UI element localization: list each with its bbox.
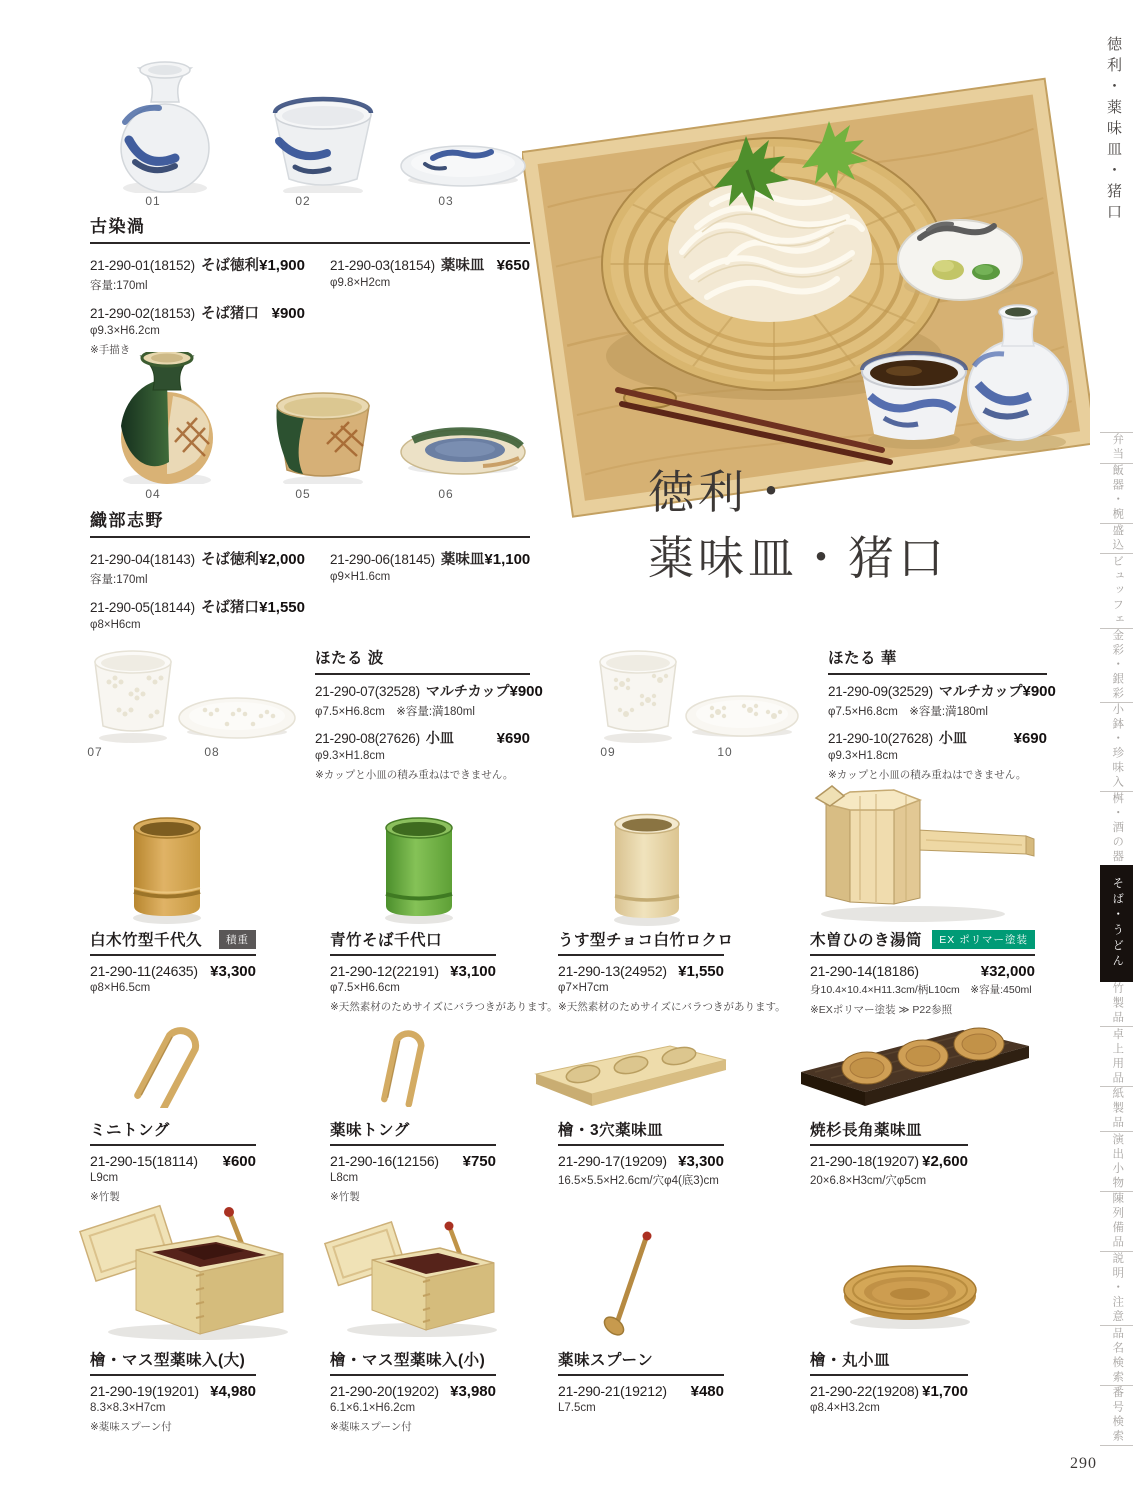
product-block-3hole-tray <box>558 1119 724 1188</box>
product-photo-04-05-06 <box>95 352 540 484</box>
product-photo-yakisugi-tray <box>795 1016 1035 1114</box>
product-price: ¥2,600 <box>922 1153 968 1170</box>
product-spec: φ9.3×H6.2cm <box>90 325 160 337</box>
divider <box>558 954 724 956</box>
photo-number: 04 <box>145 487 161 501</box>
product-photo-round-dish <box>833 1256 988 1334</box>
hotaru-hana-plate <box>686 696 798 737</box>
kosome-cup <box>275 99 371 193</box>
product-name: 小皿 <box>938 730 967 746</box>
section-title: 織部志野 <box>90 511 164 530</box>
product-title: 檜・マス型薬味入(大) <box>90 1352 246 1369</box>
product-code: 21-290-18(19207) <box>810 1153 919 1169</box>
product-price: ¥4,980 <box>210 1383 256 1400</box>
oribe-plate <box>401 430 525 474</box>
product-code: 21-290-20(19202) <box>330 1383 439 1399</box>
tab-chinretsu-bihin[interactable]: 陳列備品 <box>1111 1192 1124 1251</box>
product-code: 21-290-08(27626) <box>315 731 420 746</box>
product-spec: φ9.8×H2cm <box>330 277 391 289</box>
divider <box>330 1144 496 1146</box>
product-photo-01-02-03 <box>95 58 540 193</box>
tab-soba-udon-active[interactable]: そば・うどん <box>1100 865 1134 982</box>
tab-separator <box>1100 1445 1133 1446</box>
sauce-cup <box>862 353 966 449</box>
product-spec: φ8.4×H3.2cm <box>810 1402 880 1414</box>
product-spec: φ9×H1.6cm <box>330 571 391 583</box>
product-title: 白木竹型千代久 <box>90 932 203 949</box>
product-note: ※天然素材のためサイズにバラつきがあります。 <box>558 1001 786 1013</box>
product-photo-mini-tongs <box>100 1020 235 1108</box>
product-price: ¥900 <box>1022 683 1056 700</box>
product-price: ¥750 <box>462 1153 496 1170</box>
divider <box>90 536 530 538</box>
photo-number: 07 <box>87 745 103 759</box>
tab-kobachi-chinmi[interactable]: 小鉢・珍味入 <box>1111 703 1124 791</box>
tab-enshutsu-komono[interactable]: 演出小物 <box>1111 1132 1124 1191</box>
product-photo-yakumi-tongs <box>352 1022 452 1107</box>
tab-setsumei-chui[interactable]: 説明・注意 <box>1111 1252 1124 1325</box>
product-price: ¥900 <box>271 305 305 322</box>
product-spec: 8.3×8.3×H7cm <box>90 1402 166 1414</box>
section-title: ほたる 華 <box>828 650 897 667</box>
product-spec: φ7×H7cm <box>558 982 609 994</box>
hero-title-line1: 徳利・ <box>648 467 798 518</box>
section-title: ほたる 波 <box>315 650 384 667</box>
divider <box>558 1374 724 1376</box>
product-note: ※竹製 <box>330 1191 360 1203</box>
product-code: 21-290-22(19208) <box>810 1383 919 1399</box>
product-name: マルチカップ <box>938 683 1023 699</box>
product-note: ※カップと小皿の積み重ねはできません。 <box>315 769 514 781</box>
section-title: 古染渦 <box>90 217 146 236</box>
product-photo-masu-box-small <box>322 1208 507 1340</box>
column-left <box>90 248 305 357</box>
product-name: そば徳利 <box>200 552 259 568</box>
product-spec: 身10.4×10.4×H11.3cm/柄L10cm ※容量:450ml <box>810 984 1032 996</box>
product-price: ¥3,300 <box>210 963 256 980</box>
product-price: ¥3,300 <box>678 1153 724 1170</box>
product-price: ¥2,000 <box>259 551 305 568</box>
section-oribe <box>90 506 530 631</box>
product-spec: φ7.5×H6.8cm ※容量:満180ml <box>315 706 475 718</box>
product-price: ¥900 <box>509 683 543 700</box>
divider <box>330 954 496 956</box>
section-kosome <box>90 212 530 357</box>
photo-number: 01 <box>145 194 161 208</box>
hotaru-hana-cup <box>600 651 676 743</box>
product-spec: φ7.5×H6.8cm ※容量:満180ml <box>828 706 988 718</box>
product-name: そば猪口 <box>200 600 259 616</box>
divider <box>330 1374 496 1376</box>
divider <box>315 673 530 675</box>
product-photo-kiso-hinoki-yuto <box>798 752 1038 924</box>
ex-polymer-badge: EX ポリマー塗装 <box>932 930 1035 949</box>
product-code: 21-290-14(18186) <box>810 963 919 979</box>
divider <box>810 954 1035 956</box>
oribe-cup <box>277 393 370 484</box>
product-entry <box>828 681 1056 719</box>
product-block-masu-large <box>90 1349 256 1434</box>
product-price: ¥690 <box>496 730 530 747</box>
product-note: ※竹製 <box>90 1191 120 1203</box>
product-block-round-dish <box>810 1349 968 1414</box>
product-code: 21-290-03(18154) <box>330 258 435 273</box>
divider <box>90 1144 256 1146</box>
coaster <box>898 1040 948 1072</box>
product-code: 21-290-19(19201) <box>90 1383 199 1399</box>
product-photo-masu-box-large <box>78 1192 298 1342</box>
photo-number: 05 <box>295 487 311 501</box>
photo-number: 02 <box>295 194 311 208</box>
product-code: 21-290-11(24635) <box>90 963 198 979</box>
tab-buffet[interactable]: ビュッフェ <box>1111 554 1124 628</box>
product-price: ¥600 <box>222 1153 256 1170</box>
product-block-spoon <box>558 1349 724 1414</box>
product-photo-shiraki-cup <box>110 812 225 924</box>
column-left <box>90 542 305 631</box>
photo-number: 08 <box>204 745 220 759</box>
kosome-plate <box>401 146 525 186</box>
product-code: 21-290-09(32529) <box>828 684 933 699</box>
product-title: 檜・丸小皿 <box>810 1352 891 1369</box>
stackable-badge: 積重 <box>219 930 256 949</box>
product-spec: 容量:170ml <box>90 574 148 586</box>
product-code: 21-290-15(18114) <box>90 1153 198 1169</box>
tab-bango-kensaku[interactable]: 番号検索 <box>1111 1386 1124 1445</box>
product-title: 青竹そば千代口 <box>330 932 443 949</box>
product-block-shiraki <box>90 929 256 994</box>
hotaru-nami-plate <box>179 698 295 738</box>
tab-kami-seihin[interactable]: 紙製品 <box>1111 1087 1124 1131</box>
product-note: ※薬味スプーン付 <box>330 1421 412 1433</box>
tab-bento[interactable]: 弁当 <box>1111 433 1124 463</box>
product-code: 21-290-04(18143) <box>90 552 195 567</box>
product-spec: L8cm <box>330 1172 359 1184</box>
product-name: 薬味皿 <box>440 552 485 568</box>
product-photo-09-10 <box>592 648 810 748</box>
product-note: ※薬味スプーン付 <box>90 1421 172 1433</box>
product-name: 小皿 <box>425 730 454 746</box>
product-note: ※天然素材のためサイズにバラつきがあります。 <box>330 1001 558 1013</box>
product-note: ※カップと小皿の積み重ねはできません。 <box>828 769 1027 781</box>
photo-number: 06 <box>438 487 454 501</box>
divider <box>90 1374 256 1376</box>
product-spec: L9cm <box>90 1172 119 1184</box>
tab-takujo-yohin[interactable]: 卓上用品 <box>1111 1027 1124 1086</box>
tab-hinmei-kensaku[interactable]: 品名検索 <box>1111 1326 1124 1385</box>
product-name: 薬味皿 <box>440 258 485 274</box>
product-code: 21-290-05(18144) <box>90 600 195 615</box>
tab-morikomi[interactable]: 盛込 <box>1111 523 1124 553</box>
category-tab-rail <box>1096 432 1137 1446</box>
product-spec: 16.5×5.5×H2.6cm/穴φ4(底3)cm <box>558 1175 719 1187</box>
product-entry <box>315 681 543 719</box>
product-title: 檜・マス型薬味入(小) <box>330 1352 486 1369</box>
product-photo-07-08 <box>85 648 307 748</box>
hero-title-line2: 薬味皿・猪口 <box>648 533 948 584</box>
product-code: 21-290-21(19212) <box>558 1383 667 1399</box>
product-entry <box>90 302 305 357</box>
product-entry <box>90 254 305 293</box>
product-photo-shirotake-cup <box>590 810 705 926</box>
product-photo-yakumi-spoon <box>588 1228 673 1338</box>
product-title: 薬味トング <box>330 1122 410 1139</box>
product-title: 木曽ひのき湯筒 <box>810 932 923 949</box>
product-block-yakumi-tongs <box>330 1119 496 1204</box>
product-spec: L7.5cm <box>558 1402 596 1414</box>
product-code: 21-290-13(24952) <box>558 963 667 979</box>
column-right <box>330 248 530 357</box>
product-block-aotake <box>330 929 558 1014</box>
product-name: そば猪口 <box>200 306 259 322</box>
condiment-plate <box>898 220 1022 300</box>
photo-number: 10 <box>717 745 733 759</box>
product-spec: φ8×H6.5cm <box>90 982 151 994</box>
tab-hanki-wan[interactable]: 飯器・椀 <box>1111 464 1124 523</box>
oribe-tokkuri <box>121 352 213 484</box>
product-entry <box>90 596 305 631</box>
page-number: 290 <box>1070 1455 1097 1472</box>
divider <box>90 242 530 244</box>
product-code: 21-290-02(18153) <box>90 306 195 321</box>
product-price: ¥1,550 <box>259 599 305 616</box>
divider <box>828 673 1047 675</box>
product-price: ¥1,550 <box>678 963 724 980</box>
product-title: 檜・3穴薬味皿 <box>558 1122 664 1139</box>
coaster <box>954 1028 1004 1060</box>
product-code: 21-290-16(12156) <box>330 1153 439 1169</box>
product-title: 焼杉長角薬味皿 <box>810 1122 923 1139</box>
product-spec: φ9.3×H1.8cm <box>315 750 385 762</box>
product-price: ¥690 <box>1013 730 1047 747</box>
product-spec: φ8×H6cm <box>90 619 141 631</box>
product-entry <box>90 548 305 587</box>
hotaru-nami-cup <box>95 651 171 743</box>
product-title: うす型チョコ白竹ロクロ <box>558 932 734 949</box>
product-photo-aotake-cup <box>362 812 477 924</box>
product-price: ¥480 <box>690 1383 724 1400</box>
page-category-vertical-title: 徳利・薬味皿・猪口 <box>1105 36 1121 225</box>
column-right <box>330 542 530 631</box>
product-code: 21-290-10(27628) <box>828 731 933 746</box>
product-price: ¥1,900 <box>259 257 305 274</box>
product-block-yakisugi-tray <box>810 1119 968 1188</box>
product-price: ¥650 <box>496 257 530 274</box>
hero-photo-soba-tray <box>522 52 1090 520</box>
product-code: 21-290-07(32528) <box>315 684 420 699</box>
product-spec: φ9.3×H1.8cm <box>828 750 898 762</box>
product-note: ※手描き <box>90 344 131 356</box>
product-entry <box>330 254 530 289</box>
product-photo-hinoki-3hole-tray <box>528 1032 733 1112</box>
product-price: ¥3,100 <box>450 963 496 980</box>
divider <box>810 1374 968 1376</box>
product-block-masu-small <box>330 1349 496 1434</box>
product-block-usugata <box>558 929 786 1014</box>
coaster <box>842 1052 892 1084</box>
product-spec: 6.1×6.1×H6.2cm <box>330 1402 416 1414</box>
product-price: ¥1,700 <box>922 1383 968 1400</box>
udon-noodles <box>668 178 872 322</box>
product-spec: 容量:170ml <box>90 280 148 292</box>
product-code: 21-290-01(18152) <box>90 258 195 273</box>
product-code: 21-290-17(19209) <box>558 1153 667 1169</box>
product-spec: 20×6.8×H3cm/穴φ5cm <box>810 1175 927 1187</box>
product-code: 21-290-06(18145) <box>330 552 435 567</box>
product-name: そば徳利 <box>200 258 259 274</box>
product-price: ¥1,100 <box>484 551 531 568</box>
tab-masu-sake[interactable]: 桝・酒の器 <box>1111 792 1124 865</box>
product-entry <box>315 728 530 782</box>
product-price: ¥32,000 <box>980 963 1035 980</box>
product-name: マルチカップ <box>425 683 510 699</box>
product-code: 21-290-12(22191) <box>330 963 439 979</box>
tab-take-seihin[interactable]: 竹製品 <box>1111 982 1124 1026</box>
product-note: ※EXポリマー塗装 ≫ P22参照 <box>810 1004 953 1016</box>
product-price: ¥3,980 <box>450 1383 496 1400</box>
product-title: 薬味スプーン <box>558 1352 654 1369</box>
product-block-yuto <box>810 929 1035 1017</box>
product-entry <box>330 548 530 583</box>
divider <box>90 954 256 956</box>
product-title: ミニトング <box>90 1122 170 1139</box>
photo-number: 03 <box>438 194 454 208</box>
product-spec: φ7.5×H6.6cm <box>330 982 400 994</box>
tab-kinsai-ginsai[interactable]: 金彩・銀彩 <box>1111 629 1124 702</box>
kosome-tokkuri <box>121 62 209 193</box>
photo-number: 09 <box>600 745 616 759</box>
section-hotaru-nami <box>315 646 543 782</box>
divider <box>558 1144 724 1146</box>
hero-title <box>648 460 948 592</box>
divider <box>810 1144 968 1146</box>
